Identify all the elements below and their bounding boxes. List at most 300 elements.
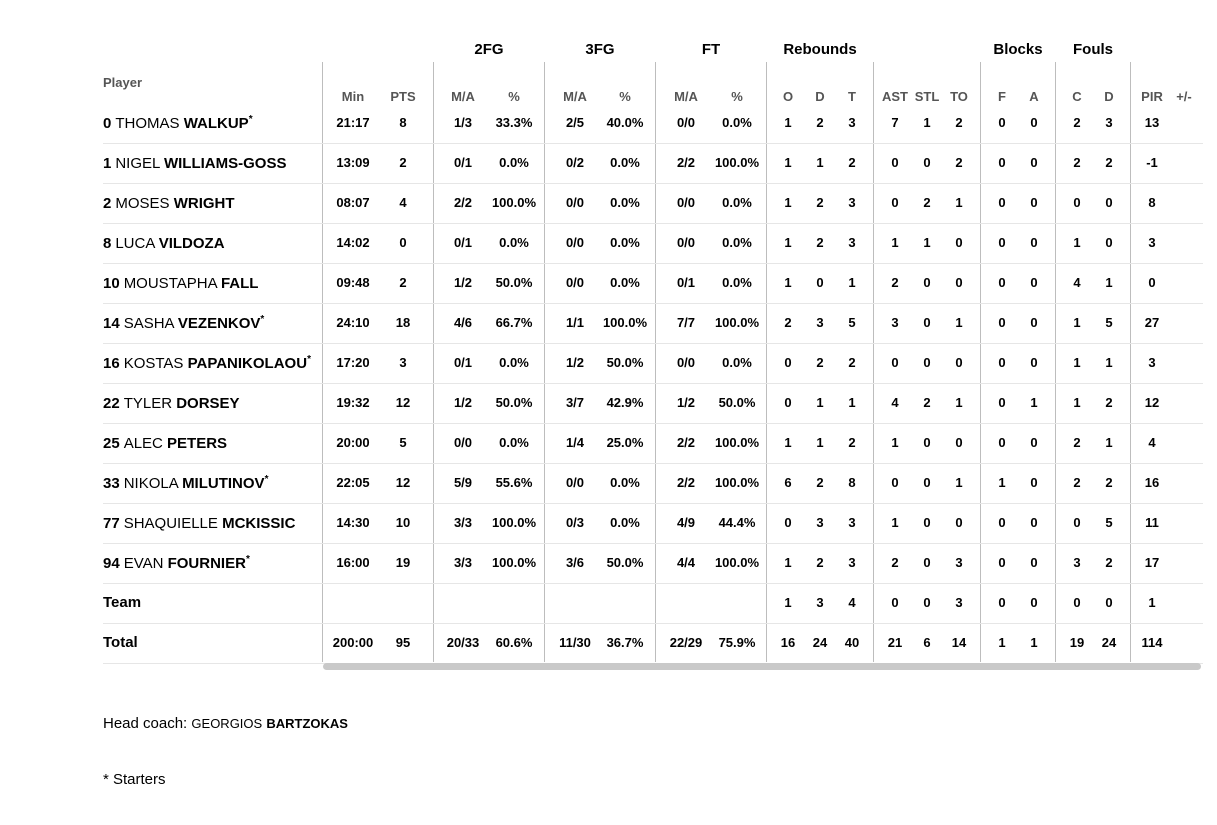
stat-cell: 0 [923, 275, 931, 290]
stat-cell: 0 [1073, 515, 1081, 530]
stat-cell: 2 [891, 275, 899, 290]
stat-cell: 2 [848, 155, 856, 170]
column-header: % [508, 89, 520, 104]
stat-cell: 2 [784, 315, 792, 330]
stat-cell: 100.0% [714, 435, 760, 450]
stat-cell: 0.0% [499, 355, 529, 370]
player-name [103, 554, 250, 572]
stat-cell: 08:07 [336, 195, 370, 210]
stat-cell: -1 [1146, 155, 1158, 170]
stat-cell: 0/0 [453, 435, 473, 450]
stat-cell: 11 [1145, 515, 1159, 530]
stat-cell: 0 [998, 355, 1006, 370]
column-header: PIR [1141, 89, 1163, 104]
player-last-name: WILLIAMS-GOSS [163, 155, 287, 172]
stat-cell: 0.0% [722, 355, 752, 370]
player-last-name: MILUTINOV [182, 475, 265, 492]
stat-cell: 2 [923, 195, 931, 210]
stat-cell: 2 [891, 555, 899, 570]
stat-cell: 75.9% [718, 635, 756, 650]
stat-cell: 1 [1073, 395, 1081, 410]
column-header: STL [914, 89, 940, 104]
total-row-label: Total [103, 634, 138, 651]
stat-cell: 0/1 [453, 355, 473, 370]
column-header: F [998, 89, 1006, 104]
stat-cell: 50.0% [495, 395, 533, 410]
stat-cell: 1/2 [565, 355, 585, 370]
stat-cell: 3 [816, 515, 824, 530]
stat-cell: 0 [784, 355, 792, 370]
stat-cell: 1 [955, 315, 963, 330]
stat-cell: 4 [399, 195, 407, 210]
stat-cell: 50.0% [606, 355, 644, 370]
column-header: Min [341, 89, 365, 104]
row-divider [103, 223, 1203, 224]
starter-marker: * [264, 474, 269, 485]
group-rebounds: Rebounds [783, 41, 857, 58]
stat-cell: 0 [998, 155, 1006, 170]
player-number: 2 [103, 195, 112, 212]
stat-cell: 0 [998, 595, 1006, 610]
stat-cell: 1 [784, 235, 792, 250]
stat-cell: 0.0% [499, 155, 529, 170]
stat-cell: 0/1 [676, 275, 696, 290]
stat-cell: 1 [1105, 355, 1113, 370]
stat-cell: 0.0% [722, 115, 752, 130]
stat-cell: 2/2 [676, 435, 696, 450]
stat-cell: 16 [1144, 475, 1160, 490]
stat-cell: 3 [399, 355, 407, 370]
stat-cell: 2 [816, 235, 824, 250]
stat-cell: 2 [816, 475, 824, 490]
stat-cell: 1/2 [453, 275, 473, 290]
stat-cell: 1 [955, 395, 963, 410]
stat-cell: 4 [891, 395, 899, 410]
player-last-name: PAPANIKOLAOU [187, 355, 308, 372]
player-last-name: WALKUP [183, 115, 249, 132]
stat-cell: 100.0% [491, 515, 537, 530]
stat-cell: 0 [923, 515, 931, 530]
player-number: 25 [103, 435, 120, 452]
stat-cell: 7 [891, 115, 899, 130]
stat-cell: 1/1 [565, 315, 585, 330]
stat-cell: 2 [1105, 155, 1113, 170]
stat-cell: 0 [891, 595, 899, 610]
stat-cell: 12 [1144, 395, 1160, 410]
stat-cell: 0 [998, 115, 1006, 130]
stat-cell: 0 [1030, 115, 1038, 130]
player-first-name: EVAN [123, 555, 164, 572]
stat-cell: 2 [923, 395, 931, 410]
stat-cell: 3 [1073, 555, 1081, 570]
horizontal-scrollbar[interactable] [323, 663, 1201, 670]
column-header: PTS [390, 89, 416, 104]
stat-cell: 7/7 [676, 315, 696, 330]
stat-cell: 8 [399, 115, 407, 130]
stat-cell: 2 [1105, 555, 1113, 570]
column-header: % [619, 89, 631, 104]
stat-cell: 0.0% [610, 235, 640, 250]
player-number: 16 [103, 355, 120, 372]
stat-cell: 1 [1073, 355, 1081, 370]
column-header: C [1072, 89, 1082, 104]
row-divider [103, 463, 1203, 464]
group-2fg: 2FG [474, 41, 504, 58]
stat-cell: 1 [891, 435, 899, 450]
stat-cell: 0.0% [610, 475, 640, 490]
stat-cell: 6 [923, 635, 931, 650]
stat-cell: 0 [1073, 195, 1081, 210]
player-name [103, 394, 240, 412]
group-3fg: 3FG [585, 41, 615, 58]
player-number: 0 [103, 115, 112, 132]
stat-cell: 2 [1073, 475, 1081, 490]
stat-cell: 0/0 [565, 275, 585, 290]
stat-cell: 3 [1105, 115, 1113, 130]
stat-cell: 4/4 [676, 555, 696, 570]
player-last-name: FALL [220, 275, 259, 292]
stat-cell: 20/33 [446, 635, 480, 650]
stat-cell: 0 [955, 275, 963, 290]
stat-cell: 2 [816, 195, 824, 210]
stat-cell: 0/1 [453, 155, 473, 170]
stat-cell: 2/5 [565, 115, 585, 130]
stat-cell: 0/0 [565, 235, 585, 250]
stat-cell: 0 [1073, 595, 1081, 610]
stat-cell: 1/4 [565, 435, 585, 450]
stat-cell: 2/2 [676, 475, 696, 490]
column-header: TO [950, 89, 968, 104]
row-divider [103, 143, 1203, 144]
stat-cell: 0.0% [499, 235, 529, 250]
stat-cell: 3 [816, 315, 824, 330]
stat-cell: 0 [1030, 195, 1038, 210]
stat-cell: 50.0% [495, 275, 533, 290]
stat-cell: 0 [923, 595, 931, 610]
stat-cell: 4/6 [453, 315, 473, 330]
stat-cell: 1 [848, 395, 856, 410]
stat-cell: 14 [951, 635, 967, 650]
stat-cell: 1 [1105, 435, 1113, 450]
stat-cell: 50.0% [718, 395, 756, 410]
column-header: O [782, 89, 794, 104]
stat-cell: 0 [891, 355, 899, 370]
stat-cell: 100.0% [714, 555, 760, 570]
stat-cell: 12 [395, 475, 411, 490]
stat-cell: 1 [784, 275, 792, 290]
stat-cell: 27 [1144, 315, 1160, 330]
stat-cell: 0 [955, 355, 963, 370]
stat-cell: 0 [1030, 235, 1038, 250]
player-first-name: MOSES [115, 195, 170, 212]
stat-cell: 0 [1030, 595, 1038, 610]
stat-cell: 100.0% [714, 315, 760, 330]
stat-cell: 33.3% [495, 115, 533, 130]
stat-cell: 19 [1069, 635, 1085, 650]
stat-cell: 0 [998, 315, 1006, 330]
starter-marker: * [248, 114, 253, 125]
stat-cell: 3/6 [565, 555, 585, 570]
stat-cell: 2 [1105, 395, 1113, 410]
stat-cell: 2/2 [676, 155, 696, 170]
stat-cell: 2 [955, 155, 963, 170]
player-name [103, 194, 235, 212]
stat-cell: 1 [1030, 395, 1038, 410]
stat-cell: 0/0 [565, 475, 585, 490]
stat-cell: 3 [848, 235, 856, 250]
stat-cell: 0 [1105, 235, 1113, 250]
team-row-label: Team [103, 594, 142, 611]
head-coach-last-name: BARTZOKAS [266, 716, 348, 731]
starters-note: * Starters [103, 771, 166, 788]
stat-cell: 1 [955, 195, 963, 210]
stat-cell: 1 [998, 475, 1006, 490]
stat-cell: 42.9% [606, 395, 644, 410]
stat-cell: 0 [1030, 435, 1038, 450]
stat-cell: 0 [891, 195, 899, 210]
player-name [103, 274, 258, 292]
stat-cell: 24 [812, 635, 828, 650]
group-fouls: Fouls [1073, 41, 1113, 58]
stat-cell: 0/2 [565, 155, 585, 170]
stat-cell: 3 [1148, 355, 1156, 370]
stat-cell: 19 [395, 555, 411, 570]
stat-cell: 2 [848, 355, 856, 370]
stat-cell: 3 [955, 595, 963, 610]
stat-cell: 1 [923, 235, 931, 250]
stat-cell: 1 [816, 155, 824, 170]
stat-cell: 22/29 [669, 635, 703, 650]
stat-cell: 1 [1030, 635, 1038, 650]
stat-cell: 0 [955, 515, 963, 530]
player-last-name: DORSEY [176, 395, 240, 412]
stat-cell: 1 [891, 515, 899, 530]
row-divider [103, 263, 1203, 264]
stat-cell: 5 [1105, 315, 1113, 330]
row-divider [103, 383, 1203, 384]
player-first-name: NIGEL [115, 155, 160, 172]
stat-cell: 60.6% [495, 635, 533, 650]
stat-cell: 0 [1030, 275, 1038, 290]
stat-cell: 100.0% [491, 195, 537, 210]
stat-cell: 0 [1105, 195, 1113, 210]
player-last-name: FOURNIER [167, 555, 246, 572]
player-number: 10 [103, 275, 120, 292]
stat-cell: 12 [395, 395, 411, 410]
stat-cell: 3/3 [453, 515, 473, 530]
stat-cell: 0 [1030, 515, 1038, 530]
stat-cell: 0 [784, 395, 792, 410]
player-number: 8 [103, 235, 112, 252]
starter-marker: * [260, 314, 265, 325]
stat-cell: 2 [1073, 155, 1081, 170]
stat-cell: 2 [848, 435, 856, 450]
stat-cell: 0 [891, 155, 899, 170]
stat-cell: 16 [780, 635, 796, 650]
stat-cell: 0 [1030, 555, 1038, 570]
stat-cell: 5 [399, 435, 407, 450]
stat-cell: 5 [848, 315, 856, 330]
stat-cell: 36.7% [606, 635, 644, 650]
player-first-name: MOUSTAPHA [123, 275, 217, 292]
stat-cell: 1/2 [453, 395, 473, 410]
player-last-name: WRIGHT [173, 195, 235, 212]
row-divider [103, 303, 1203, 304]
stat-cell: 10 [395, 515, 411, 530]
stat-cell: 0 [998, 435, 1006, 450]
player-column-header: Player [103, 75, 143, 90]
stat-cell: 100.0% [602, 315, 648, 330]
stat-cell: 2 [955, 115, 963, 130]
stat-cell: 0.0% [610, 155, 640, 170]
column-header: D [815, 89, 825, 104]
stat-cell: 1 [784, 555, 792, 570]
stat-cell: 4 [1148, 435, 1156, 450]
row-divider [103, 543, 1203, 544]
stat-cell: 2 [1105, 475, 1113, 490]
stat-cell: 0 [923, 435, 931, 450]
player-first-name: ALEC [123, 435, 163, 452]
stat-cell: 2 [399, 275, 407, 290]
player-first-name: NIKOLA [123, 475, 178, 492]
stat-cell: 0 [998, 395, 1006, 410]
player-number: 22 [103, 395, 120, 412]
stat-cell: 40.0% [606, 115, 644, 130]
stat-cell: 1/3 [453, 115, 473, 130]
column-header: A [1029, 89, 1039, 104]
stat-cell: 0 [955, 435, 963, 450]
stat-cell: 0/0 [676, 355, 696, 370]
player-name [103, 354, 311, 372]
stat-cell: 16:00 [336, 555, 370, 570]
player-name [103, 234, 225, 252]
stat-cell: 1 [816, 395, 824, 410]
stat-cell: 14:30 [336, 515, 370, 530]
column-header: M/A [451, 89, 475, 104]
stat-cell: 09:48 [336, 275, 370, 290]
stat-cell: 2 [816, 355, 824, 370]
stat-cell: 0 [923, 475, 931, 490]
row-divider [103, 343, 1203, 344]
player-last-name: PETERS [167, 435, 228, 452]
stat-cell: 100.0% [491, 555, 537, 570]
stat-cell: 17 [1144, 555, 1160, 570]
stat-cell: 50.0% [606, 555, 644, 570]
player-first-name: THOMAS [115, 115, 180, 132]
stat-cell: 0 [998, 235, 1006, 250]
column-header: AST [882, 89, 908, 104]
stat-cell: 0 [399, 235, 407, 250]
stat-cell: 19:32 [336, 395, 370, 410]
column-header: % [731, 89, 743, 104]
stat-cell: 21 [887, 635, 903, 650]
player-name [103, 474, 268, 492]
stat-cell: 0 [955, 235, 963, 250]
stat-cell: 0 [998, 515, 1006, 530]
player-last-name: VEZENKOV [177, 315, 261, 332]
player-last-name: VILDOZA [158, 235, 225, 252]
stat-cell: 40 [844, 635, 860, 650]
stat-cell: 1 [1073, 315, 1081, 330]
stat-cell: 1 [955, 475, 963, 490]
stat-cell: 3 [816, 595, 824, 610]
column-header: T [848, 89, 856, 104]
row-divider [103, 583, 1203, 584]
stat-cell: 8 [848, 475, 856, 490]
player-name [103, 514, 295, 532]
stat-cell: 0 [923, 355, 931, 370]
stat-cell: 0 [923, 315, 931, 330]
stat-cell: 11/30 [559, 635, 591, 650]
stat-cell: 2 [816, 555, 824, 570]
player-name [103, 154, 286, 172]
group-ft: FT [701, 41, 721, 58]
player-first-name: SASHA [123, 315, 174, 332]
row-divider [103, 423, 1203, 424]
stat-cell: 0/0 [676, 235, 696, 250]
stat-cell: 1 [848, 275, 856, 290]
stat-cell: 1 [923, 115, 931, 130]
stat-cell: 2/2 [453, 195, 473, 210]
stat-cell: 3 [848, 195, 856, 210]
stat-cell: 0 [1030, 155, 1038, 170]
column-header: +/- [1176, 89, 1192, 104]
player-number: 77 [103, 515, 120, 532]
stat-cell: 4 [848, 595, 856, 610]
stat-cell: 13 [1144, 115, 1160, 130]
stat-cell: 6 [784, 475, 792, 490]
stat-cell: 0 [923, 555, 931, 570]
stat-cell: 24 [1101, 635, 1117, 650]
stat-cell: 4 [1073, 275, 1081, 290]
stat-cell: 2 [1073, 435, 1081, 450]
stat-cell: 25.0% [606, 435, 644, 450]
stat-cell: 4/9 [676, 515, 696, 530]
stat-cell: 0/1 [453, 235, 473, 250]
player-name [103, 434, 227, 452]
stat-cell: 55.6% [495, 475, 533, 490]
player-first-name: SHAQUIELLE [123, 515, 218, 532]
stat-cell: 0.0% [722, 195, 752, 210]
stat-cell: 13:09 [336, 155, 370, 170]
player-number: 14 [103, 315, 120, 332]
stat-cell: 3 [1148, 235, 1156, 250]
stat-cell: 17:20 [336, 355, 370, 370]
starter-marker: * [245, 554, 250, 565]
stat-cell: 0 [998, 195, 1006, 210]
stat-cell: 0.0% [610, 515, 640, 530]
player-last-name: MCKISSIC [222, 515, 296, 532]
stat-cell: 0 [998, 275, 1006, 290]
stat-cell: 1/2 [676, 395, 696, 410]
stat-cell: 0 [1148, 275, 1156, 290]
stat-cell: 100.0% [714, 475, 760, 490]
head-coach [103, 715, 348, 732]
stat-cell: 3 [848, 115, 856, 130]
stat-cell: 0/0 [676, 115, 696, 130]
stat-cell: 1 [784, 155, 792, 170]
stat-cell: 0 [1030, 355, 1038, 370]
stat-cell: 0 [998, 555, 1006, 570]
stat-cell: 0 [1030, 475, 1038, 490]
stat-cell: 1 [1073, 235, 1081, 250]
stat-cell: 200:00 [332, 635, 374, 650]
stat-cell: 3 [848, 515, 856, 530]
column-header: M/A [674, 89, 698, 104]
stat-cell: 5 [1105, 515, 1113, 530]
stat-cell: 1 [891, 235, 899, 250]
stat-cell: 1 [1105, 275, 1113, 290]
